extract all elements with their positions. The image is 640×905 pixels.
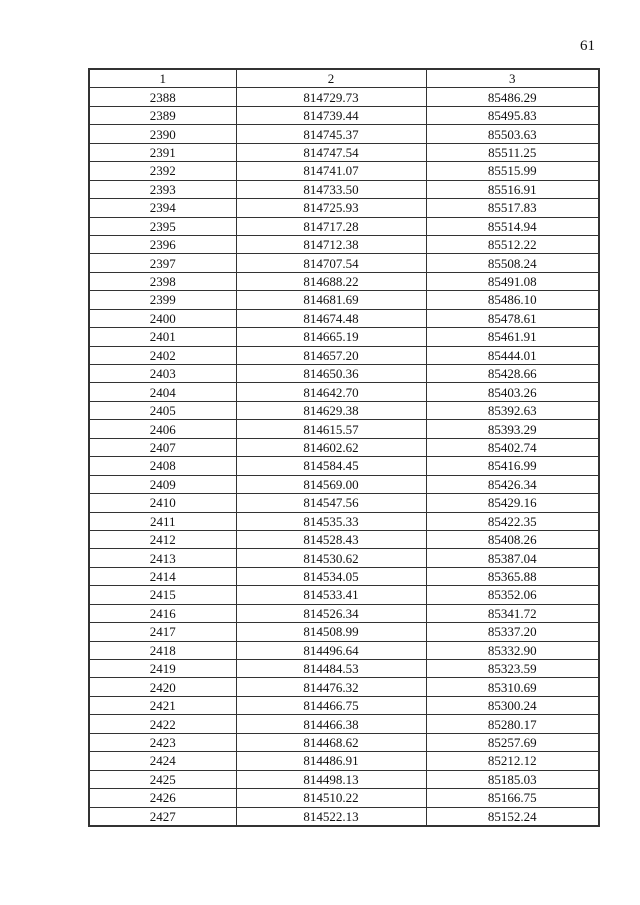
table-row (89, 494, 599, 512)
point-number-cell: 2404 (89, 383, 236, 401)
y-coordinate-cell: 85491.08 (426, 272, 599, 290)
x-coordinate-cell: 814745.37 (236, 125, 426, 143)
x-coordinate-cell: 814615.57 (236, 420, 426, 438)
x-coordinate-cell: 814547.56 (236, 494, 426, 512)
point-number-cell: 2390 (89, 125, 236, 143)
x-coordinate-cell: 814528.43 (236, 530, 426, 548)
table-row (89, 438, 599, 456)
point-number-cell: 2416 (89, 604, 236, 622)
x-coordinate-cell: 814733.50 (236, 180, 426, 198)
x-coordinate-cell: 814717.28 (236, 217, 426, 235)
y-coordinate-cell: 85517.83 (426, 199, 599, 217)
table-row (89, 475, 599, 493)
y-coordinate-cell: 85495.83 (426, 106, 599, 124)
point-number-cell: 2407 (89, 438, 236, 456)
x-coordinate-cell: 814533.41 (236, 586, 426, 604)
x-coordinate-cell: 814476.32 (236, 678, 426, 696)
coordinates-table (88, 68, 600, 827)
point-number-cell: 2402 (89, 346, 236, 364)
y-coordinate-cell: 85341.72 (426, 604, 599, 622)
point-number-cell: 2391 (89, 143, 236, 161)
point-number-cell: 2425 (89, 770, 236, 788)
table-row (89, 715, 599, 733)
y-coordinate-cell: 85332.90 (426, 641, 599, 659)
table-row (89, 88, 599, 106)
point-number-cell: 2400 (89, 309, 236, 327)
point-number-cell: 2418 (89, 641, 236, 659)
x-coordinate-cell: 814729.73 (236, 88, 426, 106)
point-number-cell: 2417 (89, 623, 236, 641)
y-coordinate-cell: 85280.17 (426, 715, 599, 733)
x-coordinate-cell: 814739.44 (236, 106, 426, 124)
y-coordinate-cell: 85444.01 (426, 346, 599, 364)
x-coordinate-cell: 814535.33 (236, 512, 426, 530)
table-row (89, 199, 599, 217)
y-coordinate-cell: 85508.24 (426, 254, 599, 272)
y-coordinate-cell: 85422.35 (426, 512, 599, 530)
column-header: 1 (89, 69, 236, 88)
x-coordinate-cell: 814522.13 (236, 807, 426, 826)
table-row (89, 106, 599, 124)
x-coordinate-cell: 814466.75 (236, 696, 426, 714)
point-number-cell: 2414 (89, 567, 236, 585)
point-number-cell: 2420 (89, 678, 236, 696)
y-coordinate-cell: 85428.66 (426, 365, 599, 383)
table-row (89, 678, 599, 696)
table-row (89, 733, 599, 751)
x-coordinate-cell: 814486.91 (236, 752, 426, 770)
y-coordinate-cell: 85403.26 (426, 383, 599, 401)
y-coordinate-cell: 85486.10 (426, 291, 599, 309)
table-row (89, 401, 599, 419)
x-coordinate-cell: 814496.64 (236, 641, 426, 659)
y-coordinate-cell: 85257.69 (426, 733, 599, 751)
y-coordinate-cell: 85323.59 (426, 660, 599, 678)
y-coordinate-cell: 85511.25 (426, 143, 599, 161)
table-row (89, 180, 599, 198)
x-coordinate-cell: 814642.70 (236, 383, 426, 401)
y-coordinate-cell: 85300.24 (426, 696, 599, 714)
y-coordinate-cell: 85486.29 (426, 88, 599, 106)
point-number-cell: 2423 (89, 733, 236, 751)
table-row (89, 604, 599, 622)
table-row (89, 309, 599, 327)
point-number-cell: 2398 (89, 272, 236, 290)
table-row (89, 807, 599, 826)
x-coordinate-cell: 814741.07 (236, 162, 426, 180)
y-coordinate-cell: 85352.06 (426, 586, 599, 604)
y-coordinate-cell: 85426.34 (426, 475, 599, 493)
x-coordinate-cell: 814498.13 (236, 770, 426, 788)
page-number: 61 (580, 38, 595, 54)
table-row (89, 383, 599, 401)
point-number-cell: 2395 (89, 217, 236, 235)
y-coordinate-cell: 85402.74 (426, 438, 599, 456)
x-coordinate-cell: 814466.38 (236, 715, 426, 733)
table-row (89, 789, 599, 807)
table-row (89, 567, 599, 585)
y-coordinate-cell: 85152.24 (426, 807, 599, 826)
x-coordinate-cell: 814510.22 (236, 789, 426, 807)
table-row (89, 143, 599, 161)
y-coordinate-cell: 85392.63 (426, 401, 599, 419)
y-coordinate-cell: 85408.26 (426, 530, 599, 548)
y-coordinate-cell: 85461.91 (426, 328, 599, 346)
y-coordinate-cell: 85514.94 (426, 217, 599, 235)
y-coordinate-cell: 85516.91 (426, 180, 599, 198)
y-coordinate-cell: 85337.20 (426, 623, 599, 641)
point-number-cell: 2403 (89, 365, 236, 383)
x-coordinate-cell: 814484.53 (236, 660, 426, 678)
x-coordinate-cell: 814468.62 (236, 733, 426, 751)
table-row (89, 530, 599, 548)
table-row (89, 254, 599, 272)
point-number-cell: 2401 (89, 328, 236, 346)
x-coordinate-cell: 814530.62 (236, 549, 426, 567)
y-coordinate-cell: 85503.63 (426, 125, 599, 143)
table-row (89, 291, 599, 309)
point-number-cell: 2409 (89, 475, 236, 493)
table-row (89, 328, 599, 346)
y-coordinate-cell: 85478.61 (426, 309, 599, 327)
point-number-cell: 2392 (89, 162, 236, 180)
table-row (89, 365, 599, 383)
table-row (89, 457, 599, 475)
table-body (89, 88, 599, 826)
point-number-cell: 2411 (89, 512, 236, 530)
y-coordinate-cell: 85185.03 (426, 770, 599, 788)
x-coordinate-cell: 814657.20 (236, 346, 426, 364)
point-number-cell: 2406 (89, 420, 236, 438)
y-coordinate-cell: 85365.88 (426, 567, 599, 585)
point-number-cell: 2413 (89, 549, 236, 567)
point-number-cell: 2393 (89, 180, 236, 198)
y-coordinate-cell: 85166.75 (426, 789, 599, 807)
x-coordinate-cell: 814688.22 (236, 272, 426, 290)
table-row (89, 346, 599, 364)
table-row (89, 125, 599, 143)
table-row (89, 272, 599, 290)
x-coordinate-cell: 814674.48 (236, 309, 426, 327)
table-row (89, 752, 599, 770)
x-coordinate-cell: 814508.99 (236, 623, 426, 641)
point-number-cell: 2426 (89, 789, 236, 807)
y-coordinate-cell: 85393.29 (426, 420, 599, 438)
column-header: 2 (236, 69, 426, 88)
table-row (89, 512, 599, 530)
table-row (89, 162, 599, 180)
table-row (89, 235, 599, 253)
table-row (89, 549, 599, 567)
x-coordinate-cell: 814665.19 (236, 328, 426, 346)
y-coordinate-cell: 85416.99 (426, 457, 599, 475)
x-coordinate-cell: 814707.54 (236, 254, 426, 272)
point-number-cell: 2419 (89, 660, 236, 678)
point-number-cell: 2396 (89, 235, 236, 253)
point-number-cell: 2427 (89, 807, 236, 826)
point-number-cell: 2421 (89, 696, 236, 714)
point-number-cell: 2397 (89, 254, 236, 272)
point-number-cell: 2410 (89, 494, 236, 512)
table-row (89, 420, 599, 438)
point-number-cell: 2415 (89, 586, 236, 604)
x-coordinate-cell: 814747.54 (236, 143, 426, 161)
table-row (89, 641, 599, 659)
table-row (89, 586, 599, 604)
table-row (89, 696, 599, 714)
x-coordinate-cell: 814526.34 (236, 604, 426, 622)
table-row (89, 217, 599, 235)
point-number-cell: 2422 (89, 715, 236, 733)
y-coordinate-cell: 85512.22 (426, 235, 599, 253)
table-row (89, 770, 599, 788)
y-coordinate-cell: 85429.16 (426, 494, 599, 512)
point-number-cell: 2394 (89, 199, 236, 217)
x-coordinate-cell: 814629.38 (236, 401, 426, 419)
point-number-cell: 2388 (89, 88, 236, 106)
point-number-cell: 2408 (89, 457, 236, 475)
table-header-row (89, 69, 599, 88)
y-coordinate-cell: 85515.99 (426, 162, 599, 180)
column-header: 3 (426, 69, 599, 88)
point-number-cell: 2412 (89, 530, 236, 548)
y-coordinate-cell: 85212.12 (426, 752, 599, 770)
point-number-cell: 2405 (89, 401, 236, 419)
x-coordinate-cell: 814569.00 (236, 475, 426, 493)
x-coordinate-cell: 814650.36 (236, 365, 426, 383)
point-number-cell: 2399 (89, 291, 236, 309)
y-coordinate-cell: 85310.69 (426, 678, 599, 696)
x-coordinate-cell: 814534.05 (236, 567, 426, 585)
y-coordinate-cell: 85387.04 (426, 549, 599, 567)
point-number-cell: 2424 (89, 752, 236, 770)
table-row (89, 660, 599, 678)
x-coordinate-cell: 814602.62 (236, 438, 426, 456)
x-coordinate-cell: 814681.69 (236, 291, 426, 309)
point-number-cell: 2389 (89, 106, 236, 124)
x-coordinate-cell: 814712.38 (236, 235, 426, 253)
x-coordinate-cell: 814584.45 (236, 457, 426, 475)
table-row (89, 623, 599, 641)
x-coordinate-cell: 814725.93 (236, 199, 426, 217)
